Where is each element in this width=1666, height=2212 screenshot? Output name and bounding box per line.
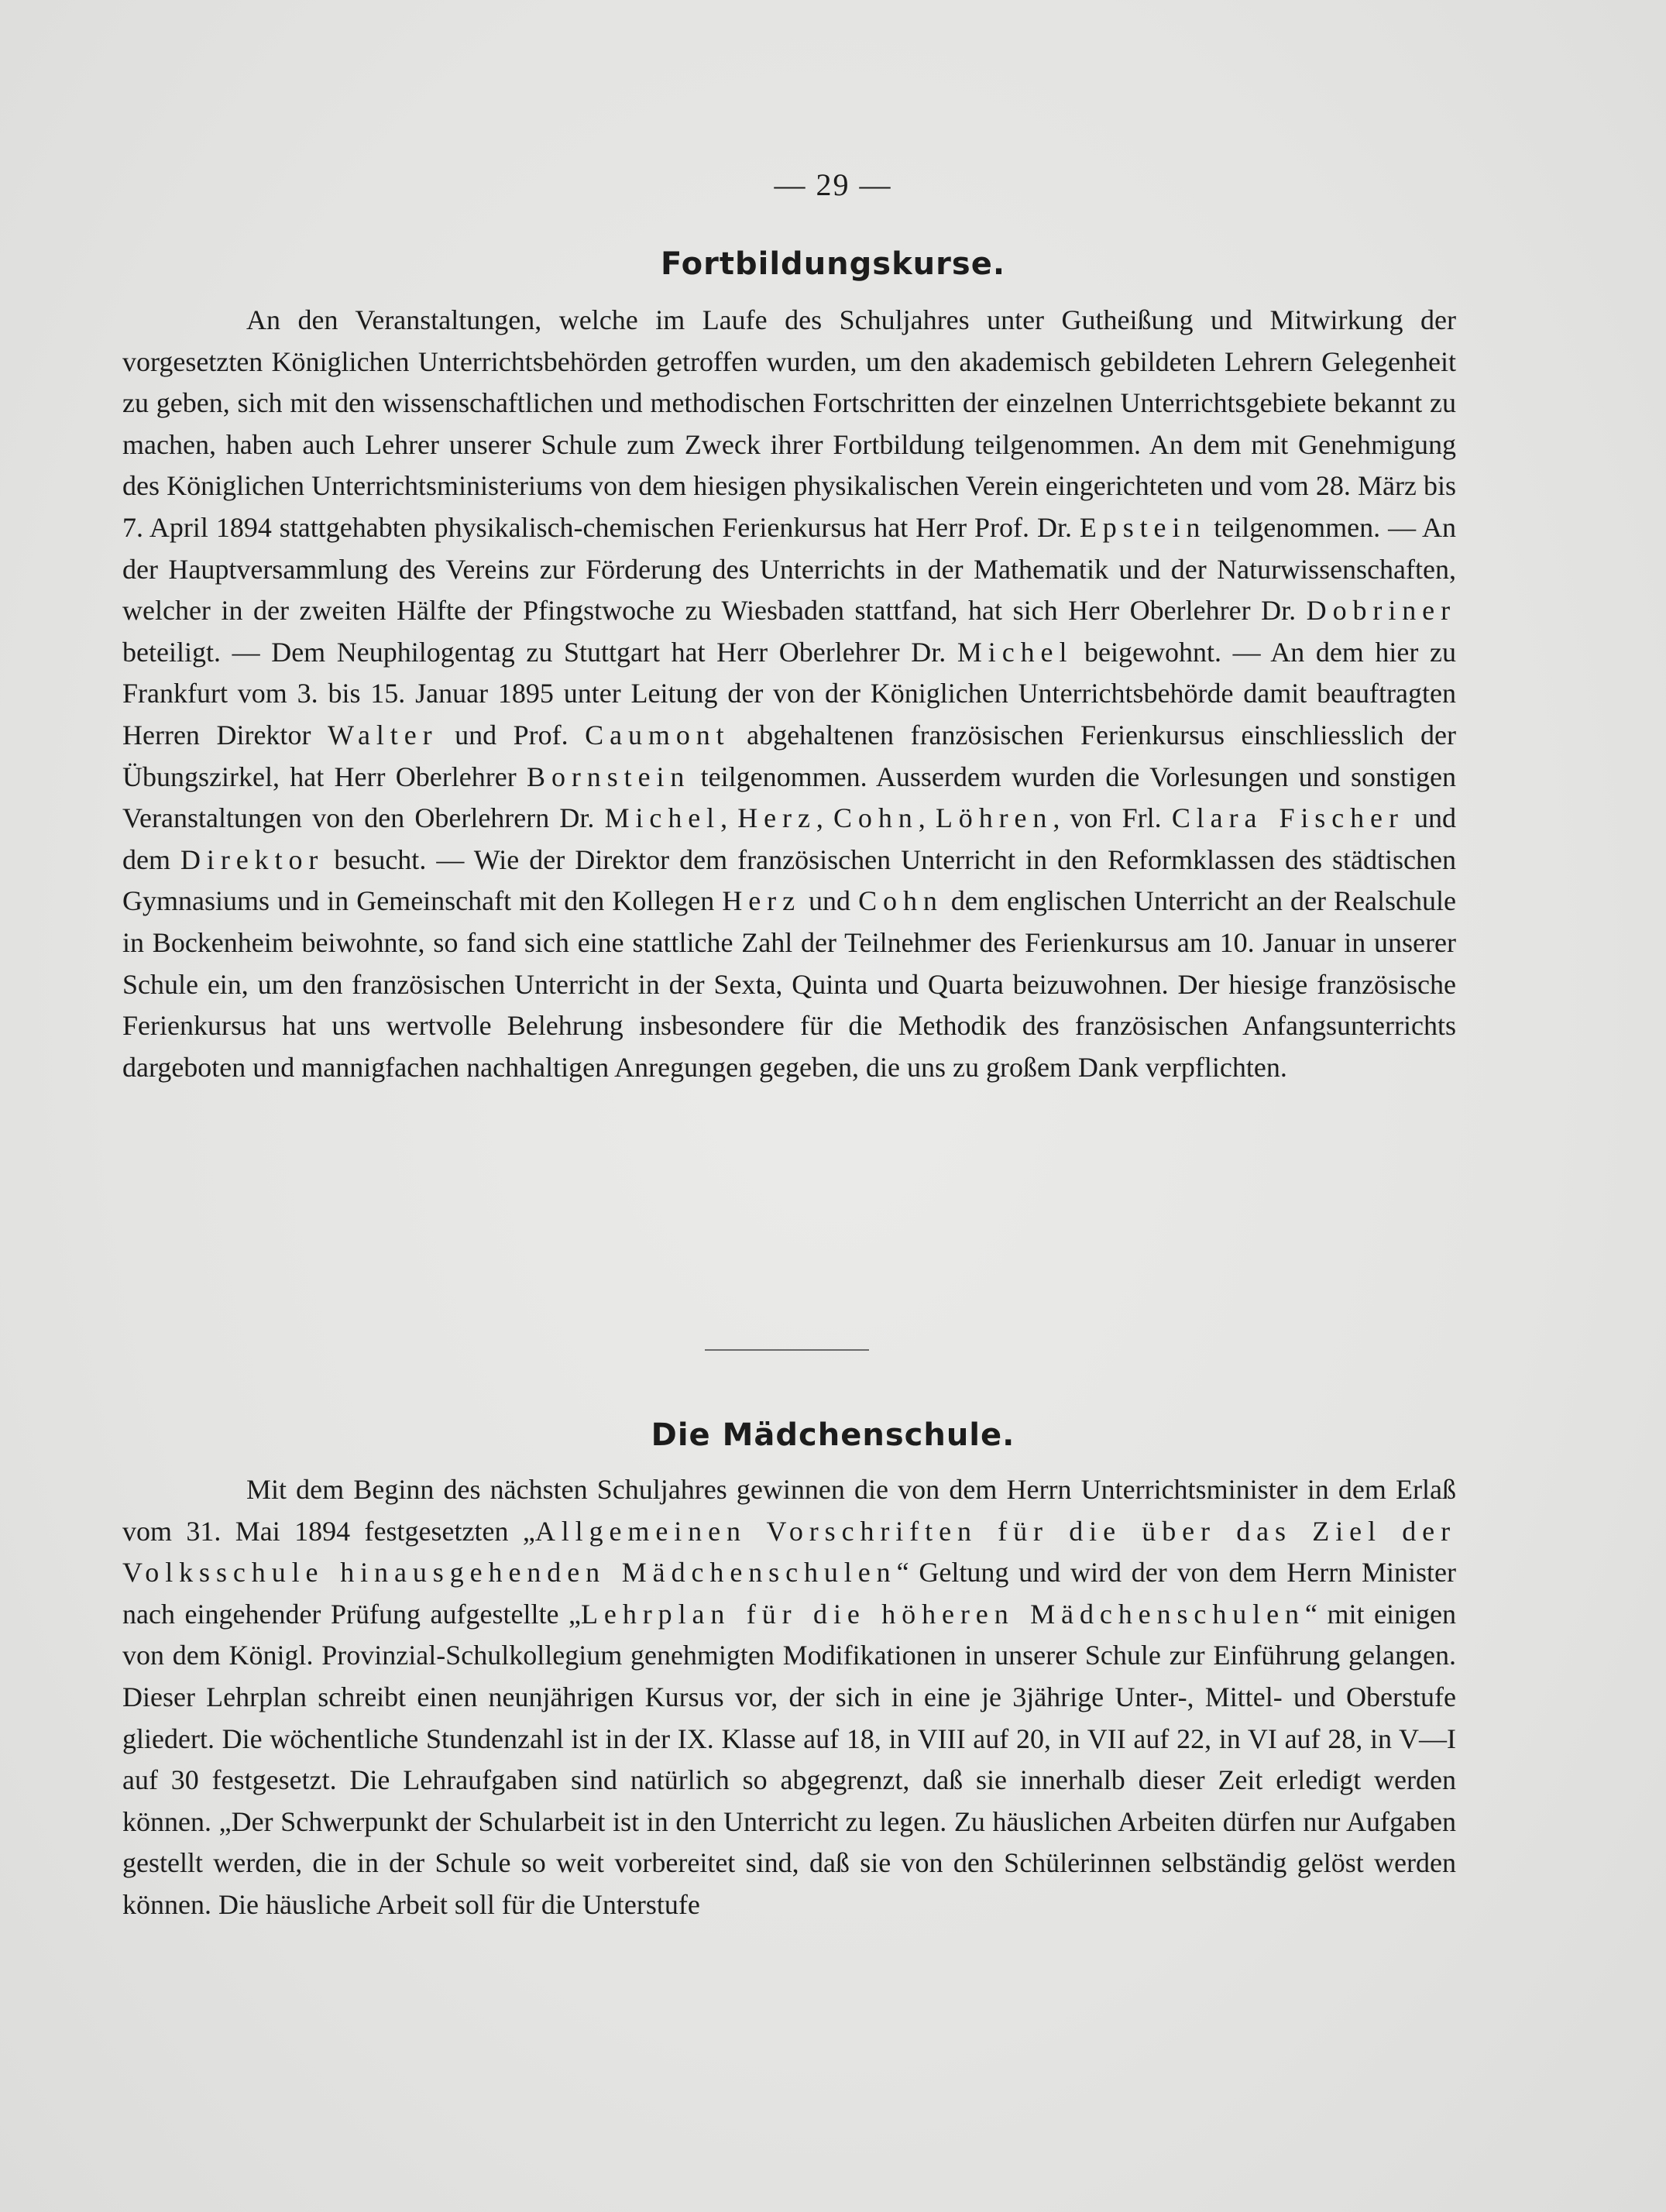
spaced-name: Epstein (1079, 511, 1207, 543)
text-run: An den Veranstaltungen, welche im Laufe des Schuljahres unter Gutheißung und Mitwirkung der vorgesetzten Königlichen Unterrichtsbehörden getroffen wurden, um den akademisch gebildeten Lehrern Gelegenheit zu geben, sich mit den wissenschaftlichen und methodischen Fortschritten der einzelnen Unterrichtsgebiete bekannt zu machen, haben auch Lehrer unserer Schule zum Zweck ihrer Fortbildung teilgenommen. An dem mit Genehmigung des Königlichen Unterrichtsministeriums von dem hiesigen physikalischen Verein eingerichteten und vom 28. März bis 7. April 1894 stattgehabten physikalisch-chemischen Ferienkursus hat Herr Prof. Dr. (122, 304, 1456, 543)
text-run: , von Frl. (1053, 802, 1172, 834)
spaced-name: Caumont (585, 719, 730, 750)
spaced-name: Löhren (935, 802, 1053, 834)
section-body-maedchenschule (122, 1469, 1456, 1926)
text-run: und Prof. (438, 719, 586, 750)
text-run: beteiligt. — Dem Neuphilogentag zu Stuttgart hat Herr Oberlehrer Dr. (122, 636, 957, 668)
spaced-name: Direktor (180, 843, 325, 875)
section-body-fortbildungskurse (122, 300, 1456, 1088)
spaced-name: Bornstein (527, 761, 691, 792)
paragraph (122, 300, 1456, 1088)
spaced-name: Allgemeinen Vorschriften für die über das Ziel der Volksschule hinausgehenden Mädchenschulen (122, 1515, 1456, 1589)
paragraph (122, 1469, 1456, 1926)
spaced-name: Walter (327, 719, 438, 750)
spaced-name: Lehrplan für die höheren Mädchenschulen (581, 1598, 1305, 1630)
text-run: teilgenommen. — An der Hauptversammlung des Vereins zur Förderung des Unterrichts in der Mathematik und der Naturwissenschaften, welcher in der zweiten Hälfte der Pfingstwoche zu Wiesbaden stattfand, hat sich Herr Oberlehrer Dr. (122, 511, 1456, 627)
text-run: , (720, 802, 738, 834)
section-title-fortbildungskurse: Fortbildungskurse. (660, 246, 1006, 282)
text-run: teilgenommen. Ausserdem wurden die Vorlesungen und sonstigen Veranstaltungen von den Oberlehrern Dr. (122, 761, 1456, 834)
page-number: — 29 — (774, 167, 892, 202)
spaced-name: Michel (604, 802, 721, 834)
spaced-name: Clara Fischer (1171, 802, 1404, 834)
spaced-name: Herz (722, 885, 801, 917)
text-run: besucht. — Wie der Direktor dem französischen Unterricht in den Reformklassen des städtischen Gymnasiums und in Gemeinschaft mit den Kollegen (122, 843, 1456, 917)
spaced-name: Cohn (833, 802, 919, 834)
section-divider (705, 1349, 869, 1351)
spaced-name: Dobriner (1306, 595, 1456, 627)
text-run: “ Geltung und wird der von dem Herrn Minister nach eingehender Prüfung aufgestellte „ (122, 1557, 1457, 1630)
text-run: und dem (122, 802, 1457, 875)
spaced-name: Cohn (858, 885, 943, 917)
text-run: Mit dem Beginn des nächsten Schuljahres gewinnen die von dem Herrn Unterrichtsminister in dem Erlaß vom 31. Mai 1894 festgesetzten „ (122, 1474, 1456, 1547)
text-run: und (800, 885, 859, 917)
text-run: “ mit einigen von dem Königl. Provinzial-Schulkollegium genehmigten Modifikationen in unserer Schule zur Einführung gelangen. Dieser Lehrplan schreibt einen neunjährigen Kursus vor, der sich in eine je 3jährige Unter-, Mittel- und Oberstufe gliedert. Die wöchentliche Stundenzahl ist in der IX. Klasse auf 18, in VIII auf 20, in VII auf 22, in VI auf 28, in V—I auf 30 festgesetzt. Die Lehraufgaben sind natürlich so abgegrenzt, daß sie innerhalb dieser Zeit erledigt werden können. „Der Schwerpunkt der Schularbeit ist in den Unterricht zu legen. Zu häuslichen Arbeiten dürfen nur Aufgaben gestellt werden, die in der Schule so weit vorbereitet sind, daß sie von den Schülerinnen selbständig gelöst werden können. Die häusliche Arbeit soll für die Unterstufe (122, 1598, 1456, 1920)
text-run: , (816, 802, 833, 834)
spaced-name: Herz (737, 802, 816, 834)
text-run: beigewohnt. — An dem hier zu Frankfurt vom 3. bis 15. Januar 1895 unter Leitung der von der Königlichen Unterrichtsbehörde damit beauftragten Herren Direktor (122, 636, 1456, 750)
text-run: abgehaltenen französischen Ferienkursus einschliesslich der Übungszirkel, hat Herr Oberlehrer (122, 719, 1457, 792)
section-title-maedchenschule: Die Mädchenschule. (651, 1417, 1015, 1453)
text-run: dem englischen Unterricht an der Realschule in Bockenheim beiwohnte, so fand sich eine stattliche Zahl der Teilnehmer des Ferienkursus am 10. Januar in unserer Schule ein, um den französischen Unterricht in der Sexta, Quinta und Quarta beizuwohnen. Der hiesige französische Ferienkursus hat uns wertvolle Belehrung insbesondere für die Methodik des französischen Anfangsunterrichts dargeboten und mannigfachen nachhaltigen Anregungen gegeben, die uns zu großem Dank verpflichten. (122, 885, 1456, 1083)
spaced-name: Michel (957, 636, 1073, 668)
text-run: , (918, 802, 936, 834)
